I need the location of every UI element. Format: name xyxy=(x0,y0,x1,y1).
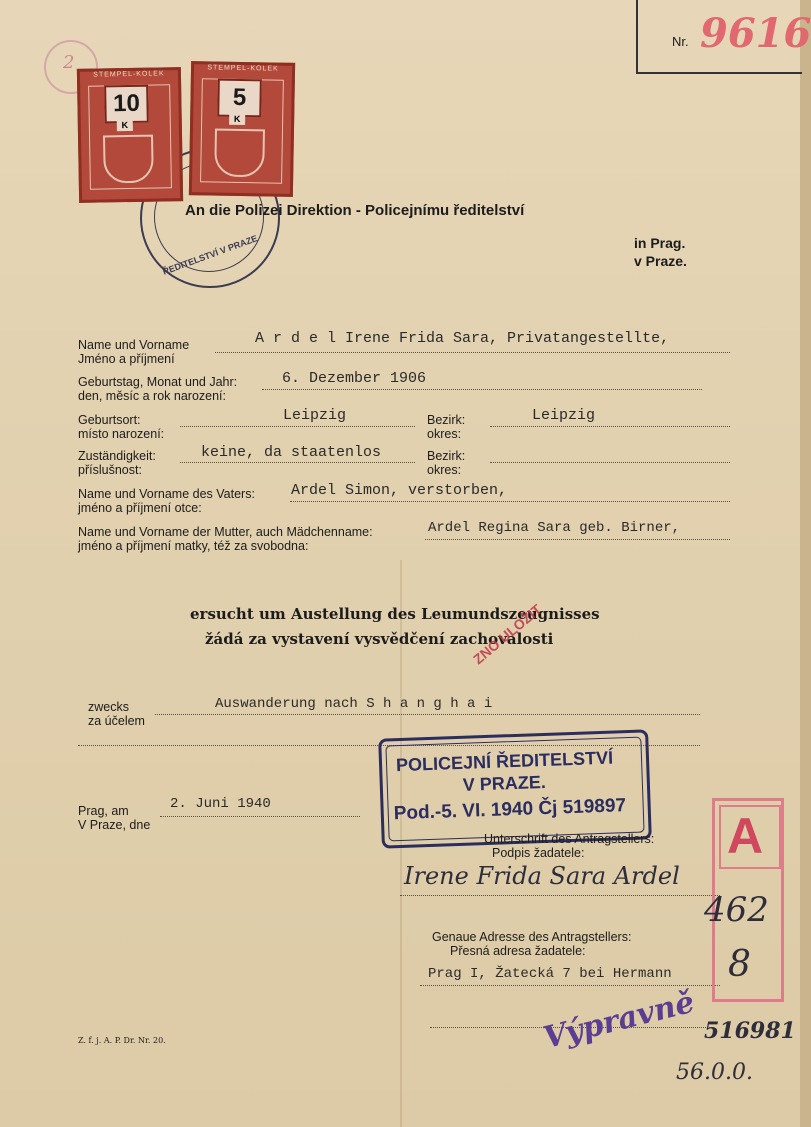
date-value: 2. Juni 1940 xyxy=(170,796,271,812)
citizenship-label-de: Zuständigkeit: xyxy=(78,449,156,463)
revenue-stamp-label: STEMPEL-KOLEK xyxy=(207,64,279,73)
lion-emblem-icon xyxy=(103,135,154,184)
address-value: Prag I, Žatecká 7 bei Hermann xyxy=(428,966,672,982)
revenue-stamp-10 xyxy=(77,67,183,203)
signature-label-cz: Podpis žadatele: xyxy=(492,846,585,860)
handwritten-5600: 56.0.0. xyxy=(676,1060,753,1085)
birthdate-label-de: Geburtstag, Monat und Jahr: xyxy=(78,375,238,389)
birthdate-value: 6. Dezember 1906 xyxy=(282,370,427,387)
mother-label-cz: jméno a příjmení matky, též za svobodna: xyxy=(78,539,309,553)
birthdate-label-cz: den, měsíc a rok narození: xyxy=(78,389,226,403)
name-label-de: Name und Vorname xyxy=(78,338,190,352)
lion-emblem-icon xyxy=(214,129,265,178)
red-diagonal-stamp: ZNO ULOŽIT xyxy=(470,601,545,668)
city-cz: v Praze. xyxy=(634,253,687,269)
father-label-de: Name und Vorname des Vaters: xyxy=(78,487,255,501)
birthplace-district-label-de: Bezirk: xyxy=(427,413,466,427)
revenue-stamp-value: 5 xyxy=(217,79,262,118)
father-value: Ardel Simon, verstorben, xyxy=(291,482,508,499)
revenue-stamp-unit: K xyxy=(229,113,245,125)
name-value: A r d e l Irene Frida Sara, Privatangestellte, xyxy=(255,330,670,347)
revenue-stamp-label: STEMPEL-KOLEK xyxy=(93,70,165,79)
circle-number: 2 xyxy=(63,52,75,73)
red-box-letter: A xyxy=(727,808,764,864)
number-box xyxy=(636,0,811,74)
purpose-label-cz: za účelem xyxy=(88,714,145,728)
citizenship-district-label-cz: okres: xyxy=(427,463,462,477)
police-stamp-line2: V PRAZE. xyxy=(462,771,547,795)
citizenship-label-cz: příslušnost: xyxy=(78,463,142,477)
birthplace-district-label-cz: okres: xyxy=(427,427,462,441)
citizenship-district-label-de: Bezirk: xyxy=(427,449,466,463)
city-de: in Prag. xyxy=(634,235,686,251)
handwritten-516981: 516981 xyxy=(704,1018,796,1044)
police-stamp-line3: Pod.-5. VI. 1940 Čj 519897 xyxy=(393,795,627,825)
nr-label: Nr. xyxy=(672,34,689,49)
birthplace-district-value: Leipzig xyxy=(532,407,596,424)
date-label-de: Prag, am xyxy=(78,804,129,818)
purpose-value: Auswanderung nach S h a n g h a i xyxy=(215,696,493,712)
birthplace-label-cz: místo narození: xyxy=(78,427,165,441)
mother-label-de: Name und Vorname der Mutter, auch Mädchenname: xyxy=(78,525,373,539)
mother-value: Ardel Regina Sara geb. Birner, xyxy=(428,520,681,536)
revenue-stamp-5 xyxy=(189,61,295,197)
purpose-label-de: zwecks xyxy=(88,700,129,714)
handwritten-8: 8 xyxy=(728,944,751,985)
address-label-de: Genaue Adresse des Antragstellers: xyxy=(432,930,632,944)
police-stamp xyxy=(378,729,655,848)
address-label-cz: Přesná adresa žadatele: xyxy=(450,944,586,958)
father-label-cz: jméno a příjmení otce: xyxy=(78,501,202,515)
citizenship-value: keine, da staatenlos xyxy=(201,444,382,461)
birthplace-label-de: Geburtsort: xyxy=(78,413,141,427)
vypravne-stamp: Výpravně xyxy=(540,984,698,1056)
birthplace-value: Leipzig xyxy=(283,407,347,424)
name-label-cz: Jméno a příjmení xyxy=(78,352,175,366)
request-line-cz: žádá za vystavení vysvědčení zachovalosti xyxy=(205,630,554,648)
handwritten-462: 462 xyxy=(704,890,769,930)
request-line-de: ersucht um Austellung des Leumundszeugnisses xyxy=(190,605,600,623)
signature-label-de: Unterschrift des Antragstellers: xyxy=(484,832,655,846)
footer-code: Z. f. j. A. P. Dr. Nr. 20. xyxy=(78,1036,166,1045)
signature-value: Irene Frida Sara Ardel xyxy=(404,862,680,890)
date-label-cz: V Praze, dne xyxy=(78,818,151,832)
addressee: An die Polizei Direktion - Policejnímu ředitelství xyxy=(185,202,525,219)
round-stamp-text: ŘEDITELSTVÍ V PRAZE xyxy=(161,233,259,277)
revenue-stamp-value: 10 xyxy=(104,85,149,124)
police-stamp-line1: POLICEJNÍ ŘEDITELSTVÍ xyxy=(395,747,614,776)
revenue-stamp-unit: K xyxy=(117,119,133,131)
nr-value: 9616 xyxy=(700,10,811,57)
